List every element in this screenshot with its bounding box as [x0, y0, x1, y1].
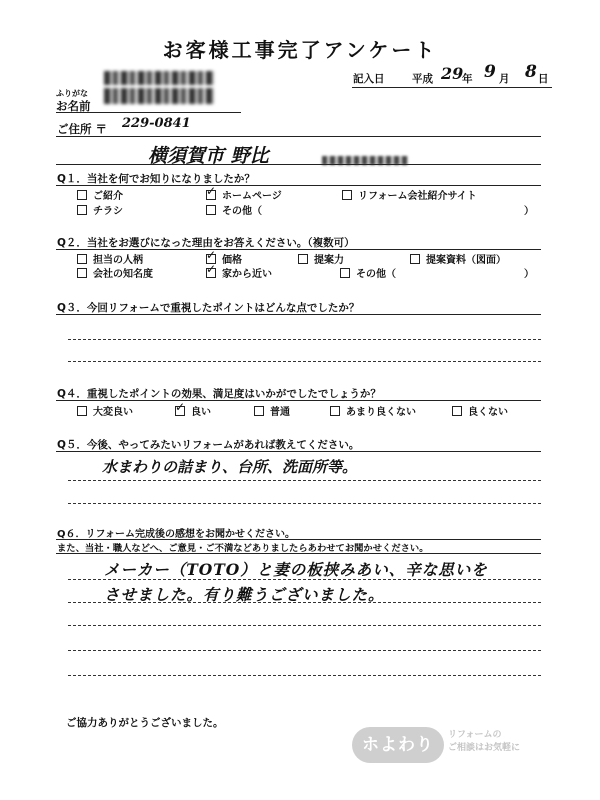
address-underline-1: [56, 136, 541, 137]
q5-question: Q５．今後、やってみたいリフォームがあれば教えてください。: [57, 439, 360, 451]
q4-option-very-good[interactable]: 大変良い: [77, 403, 133, 418]
checkbox-icon[interactable]: [77, 406, 87, 416]
q6-question-line-2: また、当社・職人などへ、ご意見・ご不満などありましたらあわせてお聞かせください。: [57, 543, 429, 554]
checkbox-icon[interactable]: [77, 268, 87, 278]
q1-option-referral[interactable]: ご紹介: [77, 187, 123, 202]
checkbox-icon[interactable]: [340, 268, 350, 278]
q1-option-homepage[interactable]: ✓ ホームページ: [206, 187, 282, 202]
checkbox-icon[interactable]: [254, 406, 264, 416]
checkbox-icon[interactable]: [77, 254, 87, 264]
q5-answer-line-2[interactable]: [68, 503, 541, 504]
q2-option-drawings[interactable]: 提案資料（図面）: [410, 251, 506, 266]
checkbox-icon[interactable]: [77, 205, 87, 215]
q1-option-referral-site[interactable]: リフォーム会社紹介サイト: [342, 187, 477, 202]
checkbox-icon[interactable]: [77, 190, 87, 200]
q2-close-paren: ）: [524, 269, 534, 280]
postal-code: 229-0841: [122, 116, 191, 131]
q6-answer-rule-3[interactable]: [68, 625, 541, 626]
entry-year: 29: [441, 64, 464, 83]
address-redacted: [322, 150, 408, 169]
q6-answer-rule-5[interactable]: [68, 675, 541, 676]
q1-option-flyer[interactable]: チラシ: [77, 202, 123, 217]
thanks-message: ご協力ありがとうございました。: [66, 717, 224, 729]
checked-checkbox-icon[interactable]: [206, 190, 216, 200]
q4-option-bad[interactable]: 良くない: [452, 403, 508, 418]
q4-underline: [56, 400, 541, 401]
q6-answer-line-2: させました。有り難うございました。: [104, 585, 385, 604]
q2-option-nearby[interactable]: ✓ 家から近い: [206, 265, 272, 280]
q4-option-average[interactable]: 普通: [254, 403, 290, 418]
year-unit: 年: [462, 73, 473, 85]
date-underline: [352, 87, 552, 88]
checkbox-icon[interactable]: [330, 406, 340, 416]
q6-answer-rule-1[interactable]: [68, 579, 541, 580]
address-text: 横須賀市 野比: [148, 145, 269, 167]
furigana-redacted: [104, 70, 214, 89]
q1-underline: [56, 185, 541, 186]
logo-tagline: リフォームの ご相談はお気軽に: [448, 730, 521, 753]
q2-question: Q２．当社をお選びになった理由をお答えください。（複数可）: [57, 237, 355, 249]
q2-option-reputation[interactable]: 会社の知名度: [77, 265, 153, 280]
q5-answer-line-1[interactable]: [68, 480, 541, 481]
q5-answer: 水まわりの詰まり、台所、洗面所等。: [102, 458, 358, 476]
q6-answer-rule-4[interactable]: [68, 650, 541, 651]
q4-option-good[interactable]: ✓ 良い: [175, 403, 211, 418]
address-label: ご住所 〒: [57, 122, 108, 136]
name-label: お名前: [56, 99, 91, 113]
q6-answer-rule-2[interactable]: [68, 602, 541, 603]
checked-checkbox-icon[interactable]: [206, 268, 216, 278]
era-label: 平成: [412, 73, 433, 85]
checked-checkbox-icon[interactable]: [175, 406, 185, 416]
q3-answer-line-1[interactable]: [68, 339, 541, 340]
q4-option-not-so-good[interactable]: あまり良くない: [330, 403, 416, 418]
q3-question: Q３．今回リフォームで重視したポイントはどんな点でしたか？: [57, 302, 360, 314]
entry-date-label: 記入日: [353, 73, 385, 85]
q6-underline-2: [56, 553, 541, 554]
address-underline-2: [56, 164, 541, 165]
checkbox-icon[interactable]: [452, 406, 462, 416]
day-unit: 日: [538, 73, 549, 85]
month-unit: 月: [499, 73, 510, 85]
entry-day: 8: [525, 62, 537, 82]
checkbox-icon[interactable]: [298, 254, 308, 264]
name-redacted: [104, 88, 214, 108]
q1-close-paren: ）: [524, 206, 534, 217]
q3-answer-line-2[interactable]: [68, 361, 541, 362]
q2-option-price[interactable]: ✓ 価格: [206, 251, 242, 266]
q5-underline: [56, 451, 541, 452]
q1-option-other[interactable]: その他（: [206, 202, 262, 217]
checkbox-icon[interactable]: [410, 254, 420, 264]
q2-option-proposal[interactable]: 提案力: [298, 251, 344, 266]
q3-underline: [56, 314, 541, 315]
q6-answer-line-1: メーカー（TOTO）と妻の板挟みあい、辛な思いを: [104, 560, 488, 579]
q2-option-personality[interactable]: 担当の人柄: [77, 251, 143, 266]
q2-underline: [56, 249, 541, 250]
entry-month: 9: [484, 62, 496, 82]
checkbox-icon[interactable]: [206, 205, 216, 215]
checkbox-icon[interactable]: [342, 190, 352, 200]
furigana-label: ふりがな: [56, 89, 88, 98]
q2-option-other[interactable]: その他（: [340, 265, 396, 280]
q4-question: Q４．重視したポイントの効果、満足度はいかがでしたでしょうか？: [57, 388, 381, 400]
name-underline: [56, 112, 241, 113]
page-title: お客様工事完了アンケート: [162, 38, 438, 62]
q1-question: Q１．当社を何でお知りになりましたか？: [57, 173, 255, 185]
q6-question-line-1: Q６．リフォーム完成後の感想をお聞かせください。: [57, 529, 296, 540]
company-logo: ホよわり: [352, 727, 444, 763]
